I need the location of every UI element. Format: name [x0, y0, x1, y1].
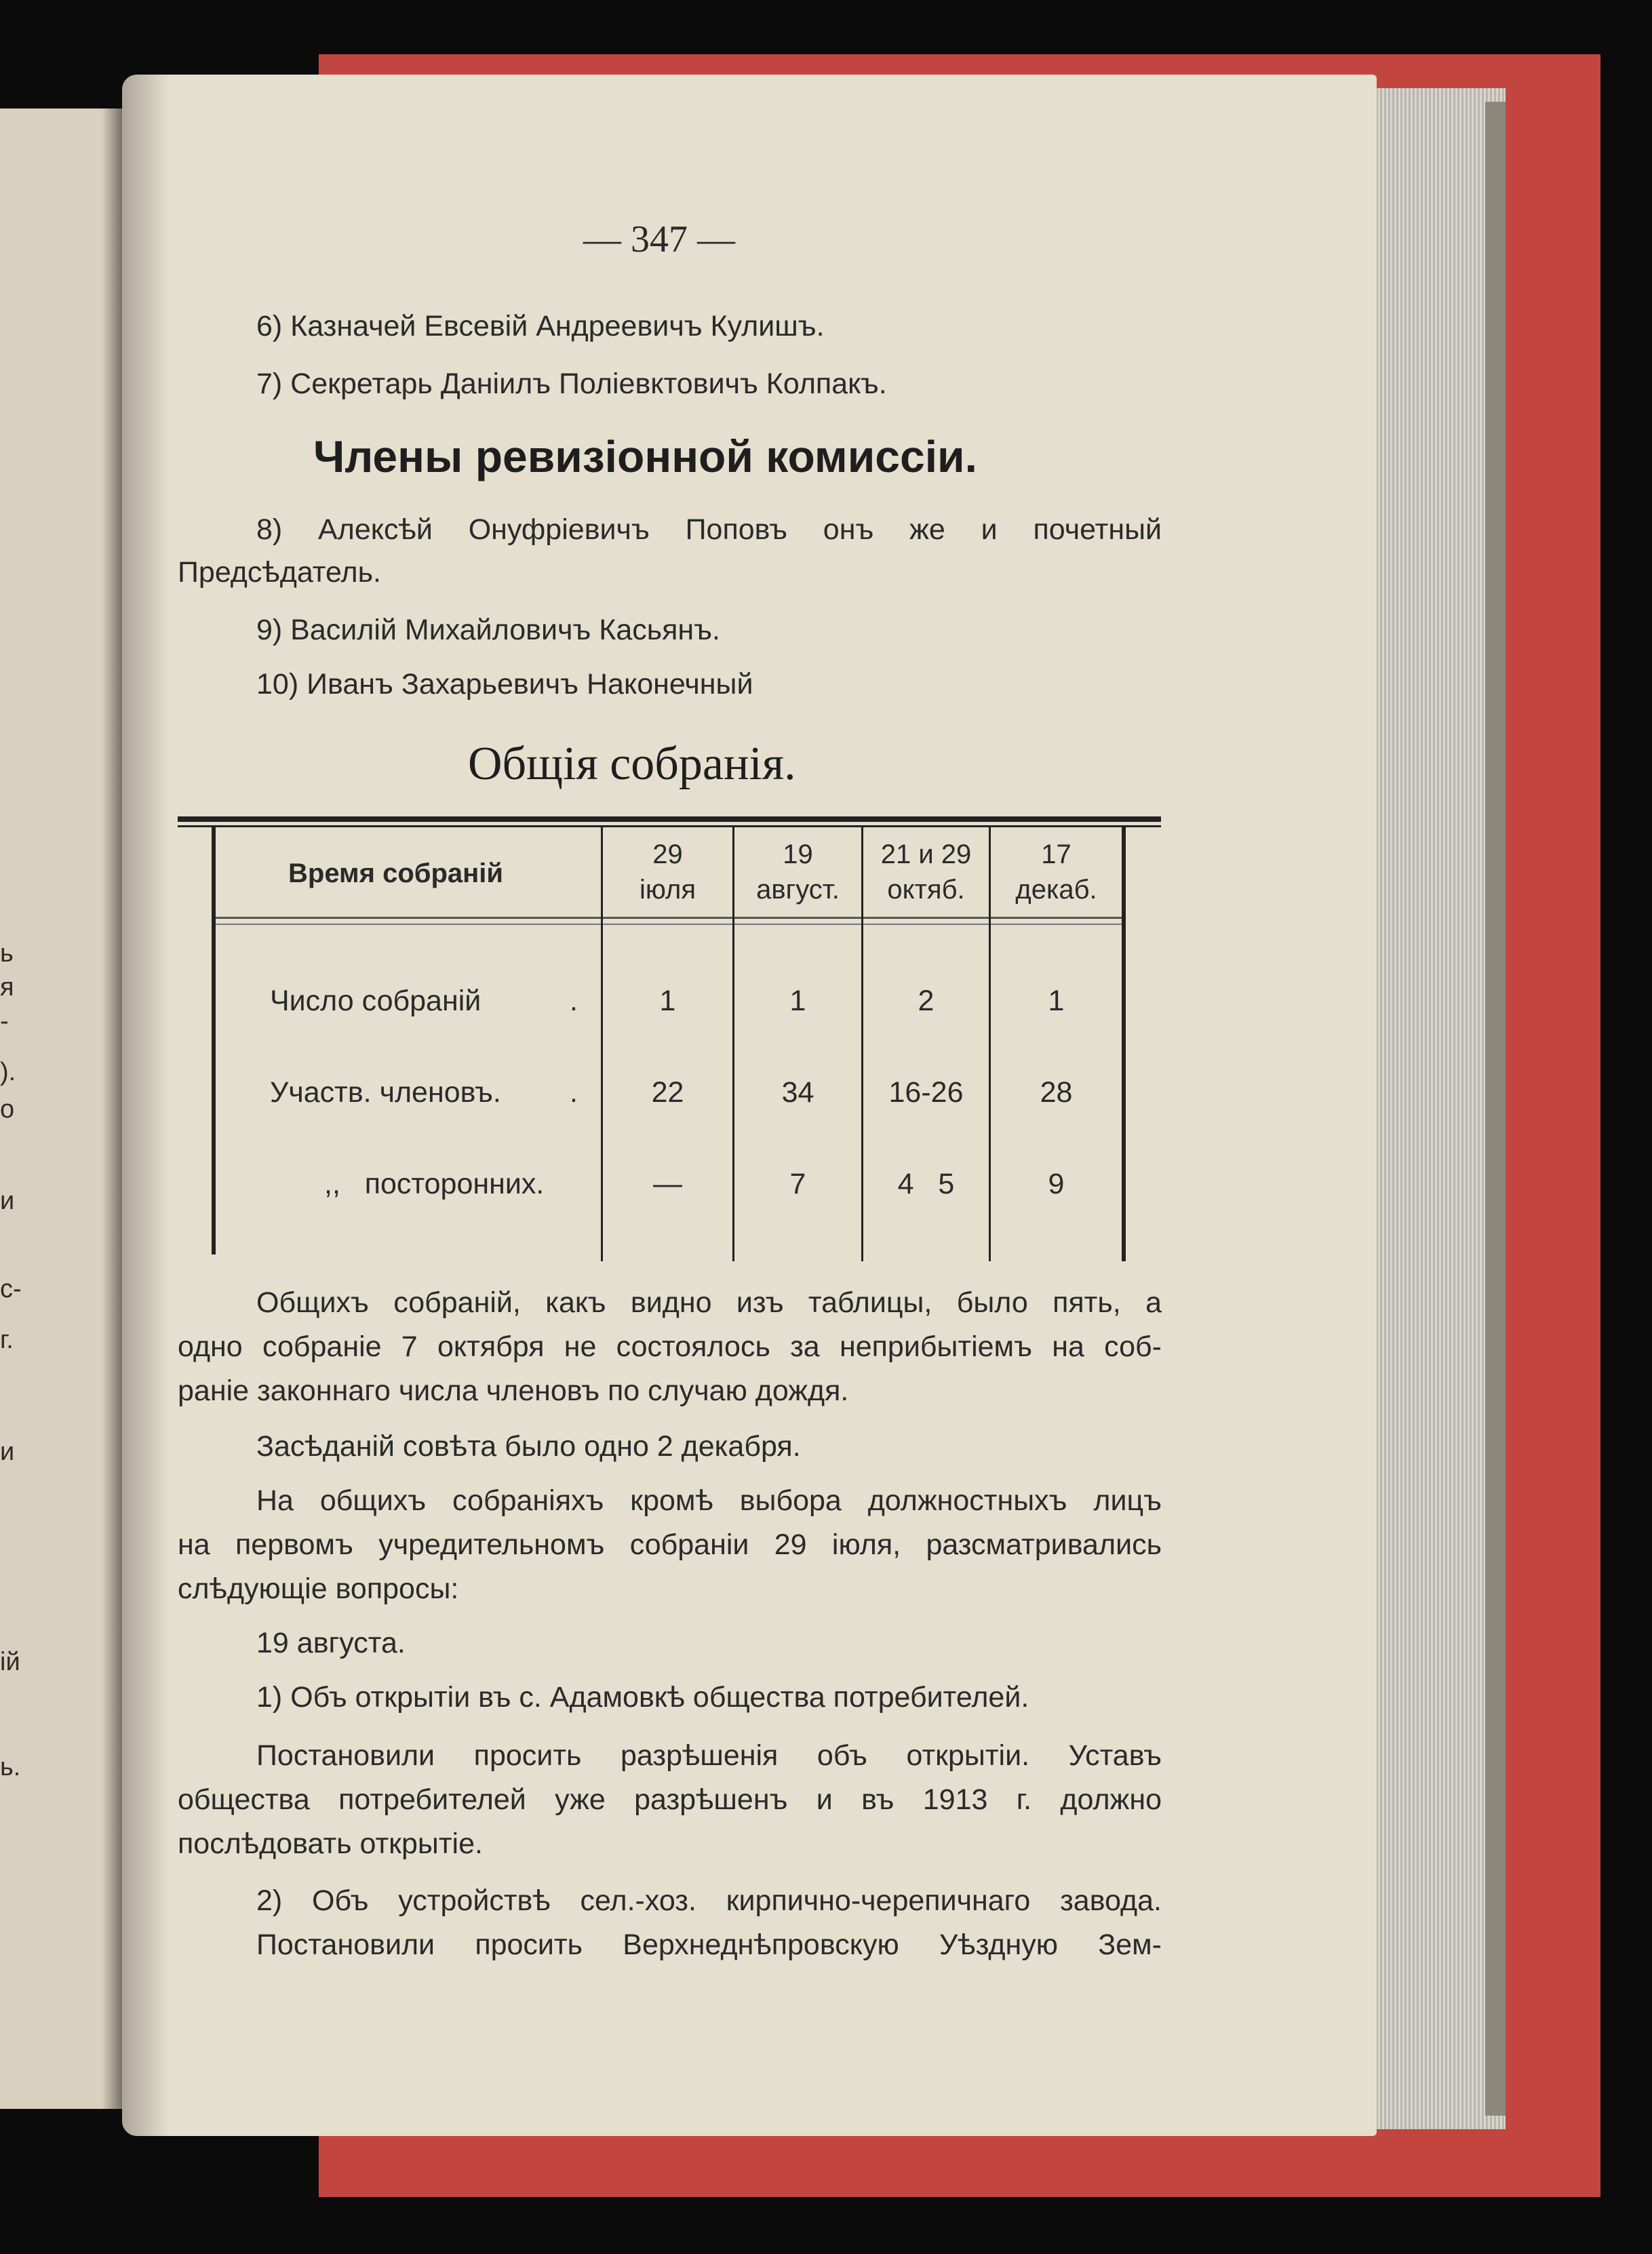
margin-fragment: и — [0, 1187, 15, 1215]
table-top-rule — [178, 816, 1161, 822]
paragraph-line: слѣдующіе вопросы: — [178, 1573, 459, 1605]
table-cell: 22 — [651, 1076, 684, 1109]
column-header: декаб. — [1015, 875, 1097, 905]
row-label: Число собраній — [270, 985, 481, 1017]
list-item: 8) Алексѣй Онуфріевичъ Поповъ онъ же и почетный — [256, 513, 1162, 546]
margin-fragment: я — [0, 973, 14, 1002]
list-item: 7) Секретарь Даніилъ Поліевктовичъ Колпакъ. — [256, 368, 887, 400]
section-heading: Члены ревизіонной комиссіи. — [313, 431, 977, 481]
row-label: ,, посторонних. — [324, 1168, 545, 1200]
page-shadow — [122, 75, 170, 2136]
paragraph-line: Постановили просить Верхнеднѣпровскую Уѣздную Зем- — [256, 1929, 1162, 1961]
margin-fragment: ь. — [0, 1753, 21, 1781]
table-cell: 16-26 — [888, 1076, 964, 1109]
table-cell: 9 — [1048, 1168, 1065, 1200]
margin-fragment: и — [0, 1438, 15, 1466]
table-cell: 4 5 — [897, 1168, 955, 1200]
table-cell: 1 — [789, 985, 806, 1017]
column-header: октяб. — [887, 875, 965, 905]
paragraph-line: одно собраніе 7 октября не состоялось за неприбытіемъ на соб- — [178, 1330, 1162, 1363]
margin-fragment: с- — [0, 1275, 22, 1303]
paragraph-line: Постановили просить разрѣшенія объ открытіи. Уставъ — [256, 1739, 1162, 1772]
margin-fragment: ). — [0, 1058, 16, 1086]
question-item: 2) Объ устройствѣ сел.-хоз. кирпично-черепичнаго завода. — [256, 1884, 1162, 1917]
table-cell: 34 — [781, 1076, 814, 1109]
paragraph-line: Общихъ собраній, какъ видно изъ таблицы, было пять, а — [256, 1286, 1162, 1319]
column-header: іюля — [639, 875, 696, 905]
column-header: 21 и 29 — [880, 839, 972, 869]
list-item: 9) Василій Михайловичъ Касьянъ. — [256, 614, 720, 646]
paragraph-line: Засѣданій совѣта было одно 2 декабря. — [256, 1430, 801, 1463]
table-header-label: Время собраній — [288, 858, 504, 888]
page-edges-shadow — [1485, 102, 1506, 2116]
section-heading: Общія собранія. — [468, 738, 796, 790]
column-header: 17 — [1041, 839, 1071, 869]
question-item: 1) Объ открытіи въ с. Адамовкѣ общества потребителей. — [256, 1681, 1029, 1714]
list-item: 10) Иванъ Захарьевичъ Наконечный — [256, 668, 753, 700]
table-border-left — [212, 827, 216, 1254]
list-item-continuation: Предсѣдатель. — [178, 556, 381, 589]
paragraph-line: раніе законнаго числа членовъ по случаю дождя. — [178, 1375, 849, 1407]
table-border-right — [1122, 827, 1126, 1261]
table-top-rule-thin — [178, 825, 1161, 827]
table-cell: 7 — [789, 1168, 806, 1200]
row-label: Участв. членовъ. — [270, 1076, 501, 1109]
margin-fragment: ій — [0, 1648, 20, 1676]
page-number: — 347 — — [583, 218, 735, 260]
column-header: 19 — [783, 839, 813, 869]
paragraph-line: общества потребителей уже разрѣшенъ и въ 1913 г. должно — [178, 1783, 1162, 1816]
paragraph-line: На общихъ собраніяхъ кромѣ выбора должностныхъ лицъ — [256, 1484, 1162, 1517]
paragraph-line: на первомъ учредительномъ собраніи 29 іюля, разсматривались — [178, 1528, 1162, 1561]
margin-fragment: ь — [0, 939, 14, 968]
margin-fragment: г. — [0, 1326, 14, 1354]
table-cell: 2 — [918, 985, 935, 1017]
paragraph-line: послѣдовать открытіе. — [178, 1827, 483, 1860]
row-dot: . — [570, 985, 578, 1017]
row-dot: . — [570, 1076, 578, 1109]
margin-fragment: - — [0, 1007, 9, 1035]
table-cell: 1 — [1048, 985, 1065, 1017]
list-item: 6) Казначей Евсевій Андреевичъ Кулишъ. — [256, 310, 825, 342]
column-header: 29 — [652, 839, 683, 869]
margin-fragment: о — [0, 1095, 15, 1124]
table-cell: — — [653, 1168, 682, 1200]
table-cell: 28 — [1040, 1076, 1073, 1109]
table-cell: 1 — [659, 985, 676, 1017]
date-heading: 19 августа. — [256, 1627, 406, 1659]
column-header: август. — [756, 875, 840, 905]
